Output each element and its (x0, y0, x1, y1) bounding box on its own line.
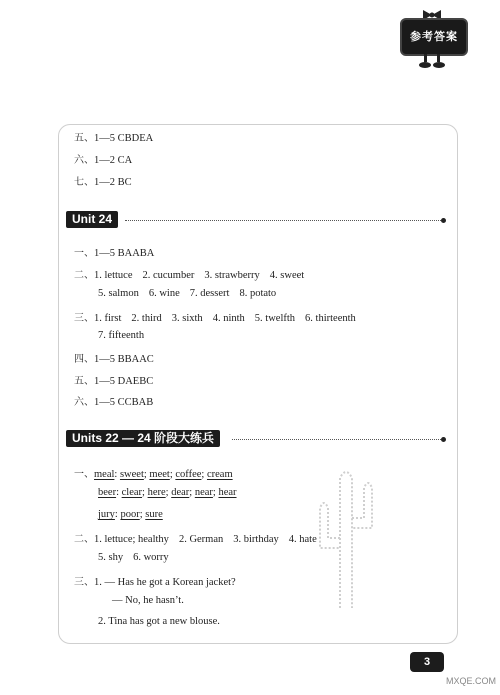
answer-line: 一、1—5 BAABA (74, 248, 155, 259)
answer-line: 5. salmon 6. wine 7. dessert 8. potato (98, 288, 277, 299)
answer-line: 五、1—5 DAEBC (74, 376, 154, 387)
answer-line: 三、1. first 2. third 3. sixth 4. ninth 5. twelfth 6. thirteenth (74, 313, 356, 324)
answer-line: 六、1—5 CCBAB (74, 397, 154, 408)
answer-line: 四、1—5 BBAAC (74, 354, 154, 365)
cactus-icon (318, 458, 374, 608)
answer-key-badge (394, 6, 470, 72)
divider-end-dot (441, 218, 446, 223)
section-title-review: Units 22 — 24 阶段大练兵 (66, 430, 220, 447)
answer-line: 三、1. — Has he got a Korean jacket? (74, 577, 236, 588)
answer-line: 7. fifteenth (98, 330, 145, 341)
badge-screen (400, 18, 468, 56)
section-divider (232, 439, 441, 440)
feet-icon (418, 54, 446, 68)
answer-line: 5. shy 6. worry (98, 552, 169, 563)
section-divider (125, 220, 441, 221)
section-title-unit24: Unit 24 (66, 211, 118, 228)
answer-line: 七、1—2 BC (74, 177, 132, 188)
answer-line: 2. Tina has got a new blouse. (98, 616, 220, 627)
page-number: 3 (410, 652, 444, 672)
answer-line: — No, he hasn’t. (112, 595, 184, 606)
answer-line: 五、1—5 CBDEA (74, 133, 154, 144)
answer-line: jury: poor; sure (98, 509, 163, 520)
watermark: MXQE.COM (446, 676, 497, 686)
answer-line: 六、1—2 CA (74, 155, 133, 166)
answer-line: 二、1. lettuce; healthy 2. German 3. birthday 4. hate (74, 534, 317, 545)
divider-end-dot (441, 437, 446, 442)
badge-label: 参考答案 (410, 30, 458, 43)
answer-line: 二、1. lettuce 2. cucumber 3. strawberry 4. sweet (74, 270, 305, 281)
answer-line: beer: clear; here; dear; near; hear (98, 487, 237, 498)
answer-line: 一、meal: sweet; meet; coffee; cream (74, 469, 233, 480)
